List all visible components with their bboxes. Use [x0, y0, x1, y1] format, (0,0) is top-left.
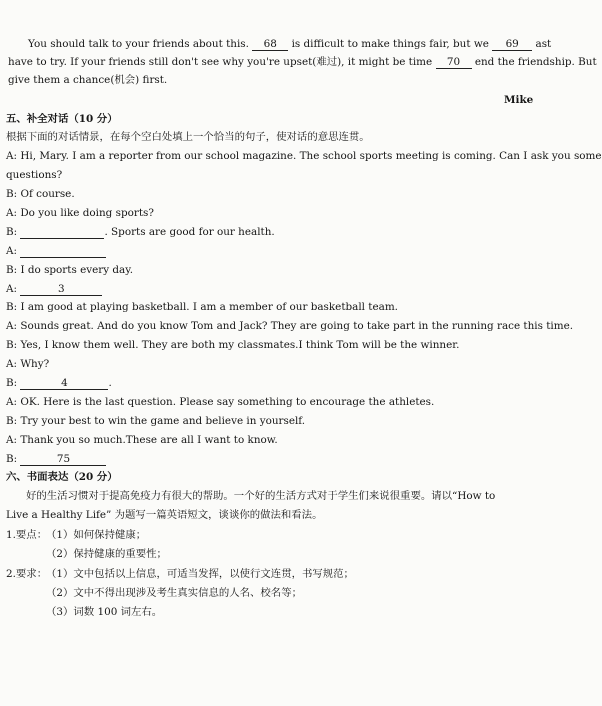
dialogue-line: B: Try your best to win the game and believe in yourself.	[6, 415, 306, 427]
dialogue-line: A: Why?	[6, 358, 50, 370]
section5-instruction: 根据下面的对话情景，在每个空白处填上一个恰当的句子，使对话的意思连贯。	[6, 131, 370, 143]
dialogue-line: B: Yes, I know them well. They are both my classmates.I think Tom will be the winner.	[6, 339, 460, 351]
answer-blank-1	[20, 227, 104, 239]
point-2: （2）保持健康的重要性；	[46, 548, 167, 560]
dialogue-line: B: 4 .	[6, 377, 112, 389]
answer-blank-3: 3	[20, 284, 102, 296]
dialogue-line: A:	[6, 245, 106, 258]
letter-signature: Mike	[504, 94, 534, 106]
blank-68: 68	[252, 39, 288, 51]
section6-intro-2: Live a Healthy Life” 为题写一篇英语短文，谈谈你的做法和看法。	[6, 509, 323, 521]
requirement-1: （1）文中包括以上信息，可适当发挥，以使行文连贯，书写规范；	[46, 568, 354, 580]
requirement-2: （2）文中不得出现涉及考生真实信息的人名、校名等；	[46, 587, 302, 599]
answer-blank-4: 4	[20, 378, 108, 390]
dialogue-line: A: OK. Here is the last question. Please say something to encourage the athletes.	[6, 396, 435, 408]
point-1: （1）如何保持健康；	[46, 529, 147, 541]
answer-blank-5: 75	[20, 454, 106, 466]
dialogue-line: A: Do you like doing sports?	[6, 207, 154, 219]
letter-line-3: give them a chance(机会) first.	[8, 74, 168, 86]
requirements-label: 2.要求：	[6, 568, 48, 580]
dialogue-line: A: Thank you so much.These are all I want to know.	[6, 434, 278, 446]
dialogue-line: A: Sounds great. And do you know Tom and Jack? They are going to take part in the running race this time.	[6, 320, 574, 332]
answer-blank-2	[20, 246, 106, 258]
points-label: 1.要点：	[6, 529, 48, 541]
letter-line-1: You should talk to your friends about this. 68 is difficult to make things fair, but we 69 ast	[28, 38, 552, 50]
letter-line-2: have to try. If your friends still don't see why you're upset(难过), it might be time 70 end the friendship. But	[8, 56, 597, 68]
dialogue-line: B: 75	[6, 453, 106, 466]
dialogue-line: A: Hi, Mary. I am a reporter from our school magazine. The school sports meeting is coming. Can I ask you some	[6, 150, 602, 162]
requirement-3: （3）词数 100 词左右。	[46, 606, 163, 618]
dialogue-line: B: I am good at playing basketball. I am a member of our basketball team.	[6, 301, 398, 313]
section6-intro-1: 好的生活习惯对于提高免疫力有很大的帮助。一个好的生活方式对于学生们来说很重要。请以“How to	[26, 490, 496, 502]
dialogue-line: B: I do sports every day.	[6, 264, 134, 276]
blank-70: 70	[436, 57, 472, 69]
section5-title: 五、补全对话（10 分）	[6, 113, 118, 125]
blank-69: 69	[492, 39, 532, 51]
dialogue-line: A: 3	[6, 283, 102, 296]
dialogue-line: B: . Sports are good for our health.	[6, 226, 275, 238]
dialogue-line: questions?	[6, 169, 63, 181]
section6-title: 六、书面表达（20 分）	[6, 471, 118, 483]
dialogue-line: B: Of course.	[6, 188, 75, 200]
